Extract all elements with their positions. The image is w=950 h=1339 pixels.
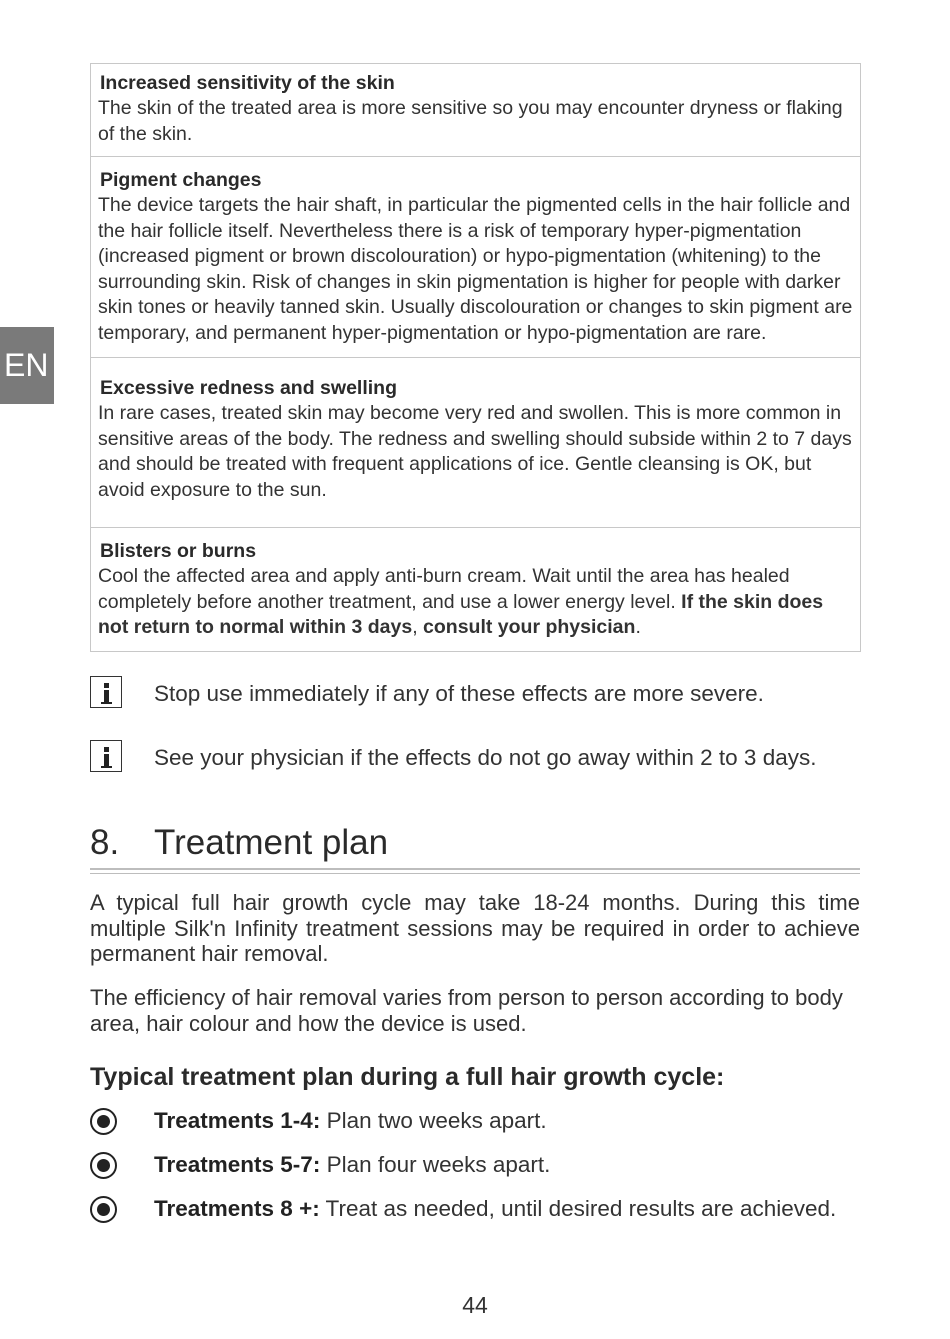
effect-text: The skin of the treated area is more sensitive so you may encounter dryness or flaking of the skin. — [98, 97, 843, 145]
page-number: 44 — [462, 1292, 488, 1318]
effect-title: Pigment changes — [100, 169, 262, 191]
info-note — [90, 740, 860, 774]
effect-row — [91, 528, 860, 651]
plan-item-text — [154, 1150, 550, 1180]
body-paragraph: A typical full hair growth cycle may take 18-24 months. During this time multiple Silk'n Infinity treatment sessions may be required in order to achieve permanent hair removal. — [90, 890, 860, 966]
effect-text: The device targets the hair shaft, in particular the pigmented cells in the hair follicle and the hair follicle itself. Nevertheless there is a risk of temporary hyper-pigmentation (increased pigment or brown discolouration) or hypo-pigmentation (whitening) to the surrounding skin. Risk of changes in skin pigmentation is higher for people with darker skin tones or heavily tanned skin. Usually discolouration or changes to skin pigment are temporary, and permanent hyper-pigmentation or hypo-pigmentation are rare. — [98, 194, 853, 344]
side-effects-table — [90, 63, 861, 652]
plan-item-detail: Plan two weeks apart. — [320, 1108, 547, 1133]
section-divider — [90, 868, 860, 874]
effect-text — [98, 564, 854, 641]
section-number: 8. — [90, 823, 120, 862]
radio-bullet-icon — [90, 1108, 117, 1135]
info-icon — [90, 740, 122, 772]
plan-heading: Typical treatment plan during a full hair growth cycle: — [90, 1063, 725, 1091]
info-note — [90, 676, 860, 710]
effect-text-warning: If the skin does not return to normal within 3 days — [98, 590, 824, 639]
info-note-text: See your physician if the effects do not go away within 2 to 3 days. — [154, 745, 817, 770]
plan-item-detail: Treat as needed, until desired results are achieved. — [319, 1196, 837, 1221]
effect-text-end: . — [635, 616, 641, 639]
radio-bullet-icon — [90, 1196, 117, 1223]
effect-title: Increased sensitivity of the skin — [100, 72, 395, 94]
effect-text: In rare cases, treated skin may become very red and swollen. This is more common in sensitive areas of the body. The redness and swelling should subside within 2 to 7 days and should be treated with frequent applications of ice. Gentle cleansing is OK, but avoid exposure to the sun. — [98, 402, 852, 501]
plan-item-label: Treatments 1-4: — [154, 1108, 321, 1133]
effect-row — [91, 358, 860, 528]
section-heading — [90, 820, 860, 870]
plan-item-text — [154, 1194, 836, 1224]
effect-text-separator: , — [412, 616, 424, 639]
info-icon — [90, 676, 122, 708]
plan-list-item — [90, 1150, 860, 1182]
language-tab: EN — [0, 327, 54, 404]
effect-title: Blisters or burns — [100, 540, 257, 562]
section-title: Treatment plan — [154, 823, 389, 862]
effect-text-warning: consult your physician — [423, 616, 636, 639]
plan-item-label: Treatments 5-7: — [154, 1152, 321, 1177]
radio-bullet-icon — [90, 1152, 117, 1179]
plan-item-label: Treatments 8 +: — [154, 1196, 320, 1221]
effect-text-plain: Cool the affected area and apply anti-burn cream. Wait until the area has healed completely before another treatment, and use a lower energy level. — [98, 565, 790, 613]
effect-title: Excessive redness and swelling — [100, 377, 397, 399]
plan-list-item — [90, 1106, 860, 1138]
effect-row — [91, 64, 860, 157]
plan-item-detail: Plan four weeks apart. — [320, 1152, 551, 1177]
plan-item-text — [154, 1106, 547, 1136]
body-paragraph: The efficiency of hair removal varies from person to person according to body area, hair colour and how the device is used. — [90, 985, 843, 1036]
effect-row — [91, 157, 860, 358]
info-note-text: Stop use immediately if any of these effects are more severe. — [154, 681, 764, 706]
plan-list-item — [90, 1194, 860, 1226]
